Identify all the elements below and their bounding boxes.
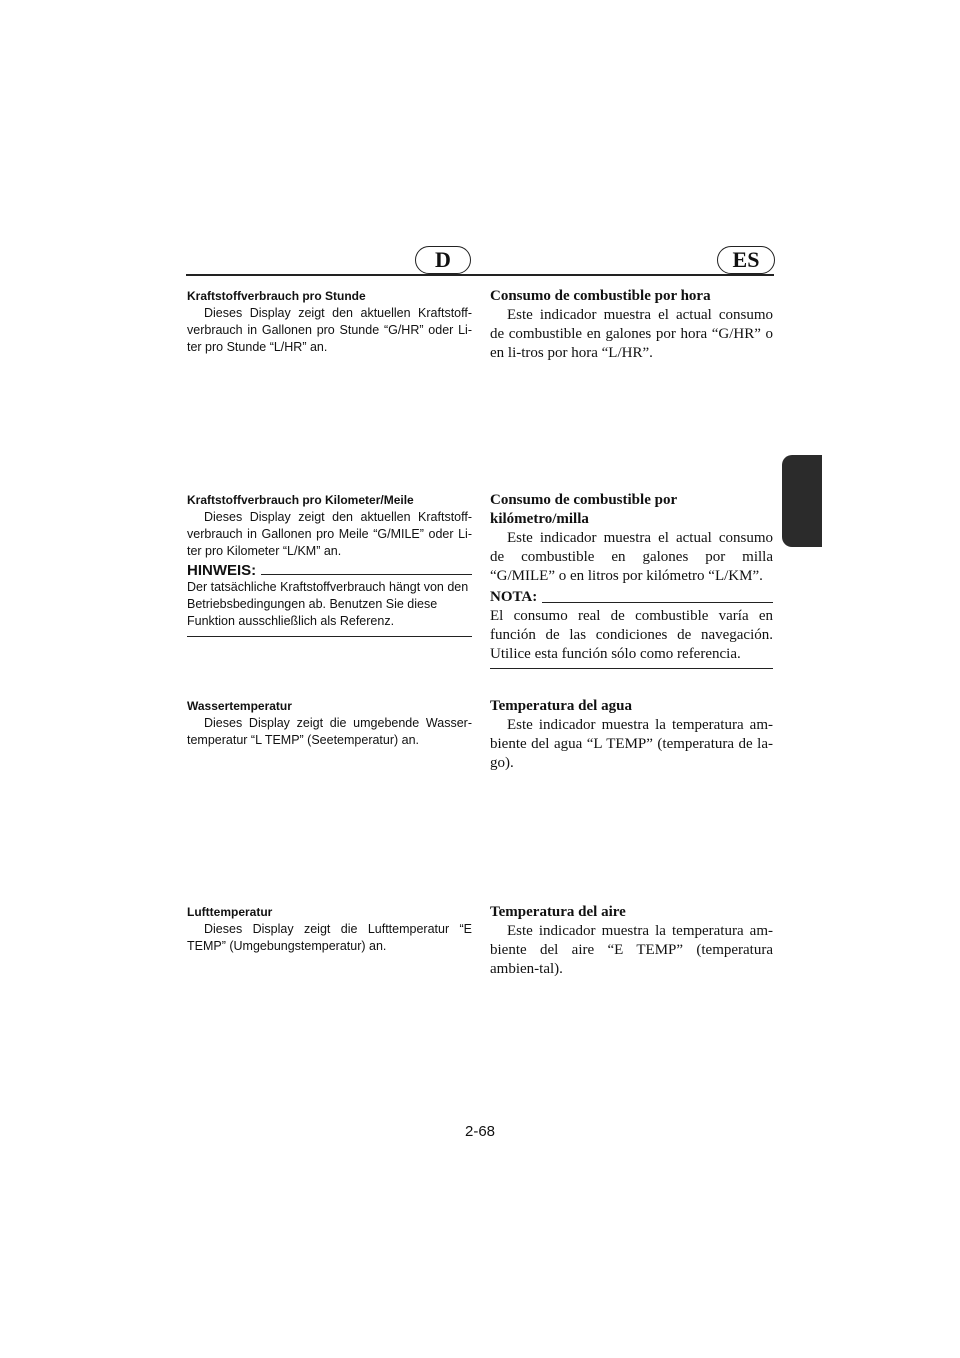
de-section-air-temp bbox=[187, 904, 472, 955]
language-badge-es: ES bbox=[717, 246, 775, 274]
es-section-fuel-per-hour bbox=[490, 287, 773, 363]
es-section-air-temp bbox=[490, 903, 773, 979]
page-number: 2-68 bbox=[464, 1123, 496, 1140]
section-heading: Kraftstoffverbrauch pro Stunde bbox=[187, 289, 366, 303]
es-section-water-temp bbox=[490, 697, 773, 773]
note-body: El consumo real de combustible varía en función de las condiciones de navegación. Utilice esta función sólo como referencia. bbox=[490, 607, 773, 669]
section-body: Este indicador muestra la temperatura am-biente del agua “L TEMP” (temperatura de la-go). bbox=[490, 717, 773, 771]
section-heading: Consumo de combustible por kilómetro/milla bbox=[490, 492, 677, 527]
header-rule bbox=[186, 274, 774, 276]
note-body: Der tatsächliche Kraftstoffverbrauch hängt von den Betriebsbedingungen ab. Benutzen Sie diese Funktion ausschließlich als Referenz. bbox=[187, 579, 472, 637]
section-heading: Lufttemperatur bbox=[187, 905, 273, 919]
note-label: NOTA: bbox=[490, 589, 538, 605]
section-body: Este indicador muestra el actual consumo de combustible en galones por milla “G/MILE” o en litros por kilómetro “L/KM”. bbox=[490, 530, 773, 584]
note-header bbox=[187, 562, 472, 579]
de-section-fuel-per-distance bbox=[187, 492, 472, 637]
note-rule bbox=[542, 602, 773, 603]
section-body: Dieses Display zeigt den aktuellen Kraftstoff-verbrauch in Gallonen pro Stunde “G/HR” oder Li-ter pro Stunde “L/HR” an. bbox=[187, 306, 472, 354]
section-body: Este indicador muestra el actual consumo de combustible en galones por hora “G/HR” o en li-tros por hora “L/HR”. bbox=[490, 307, 773, 361]
section-body: Este indicador muestra la temperatura am-biente del aire “E TEMP” (temperatura ambien-tal). bbox=[490, 923, 773, 977]
de-section-fuel-per-hour bbox=[187, 288, 472, 356]
note-header bbox=[490, 588, 773, 607]
es-section-fuel-per-distance bbox=[490, 491, 773, 669]
section-heading: Consumo de combustible por hora bbox=[490, 288, 711, 304]
section-heading: Wassertemperatur bbox=[187, 699, 292, 713]
section-body: Dieses Display zeigt die umgebende Wasser-temperatur “L TEMP” (Seetemperatur) an. bbox=[187, 716, 472, 747]
section-heading: Temperatura del aire bbox=[490, 904, 626, 920]
section-heading: Kraftstoffverbrauch pro Kilometer/Meile bbox=[187, 493, 414, 507]
chapter-tab bbox=[782, 455, 822, 547]
section-heading: Temperatura del agua bbox=[490, 698, 632, 714]
note-label: HINWEIS: bbox=[187, 562, 257, 579]
note-rule bbox=[261, 574, 472, 575]
section-body: Dieses Display zeigt die Lufttemperatur “E TEMP” (Umgebungstemperatur) an. bbox=[187, 922, 472, 953]
language-badge-de: D bbox=[415, 246, 471, 274]
section-body: Dieses Display zeigt den aktuellen Kraftstoff-verbrauch in Gallonen pro Meile “G/MILE” oder Li-ter pro Kilometer “L/KM” an. bbox=[187, 510, 472, 558]
de-section-water-temp bbox=[187, 698, 472, 749]
